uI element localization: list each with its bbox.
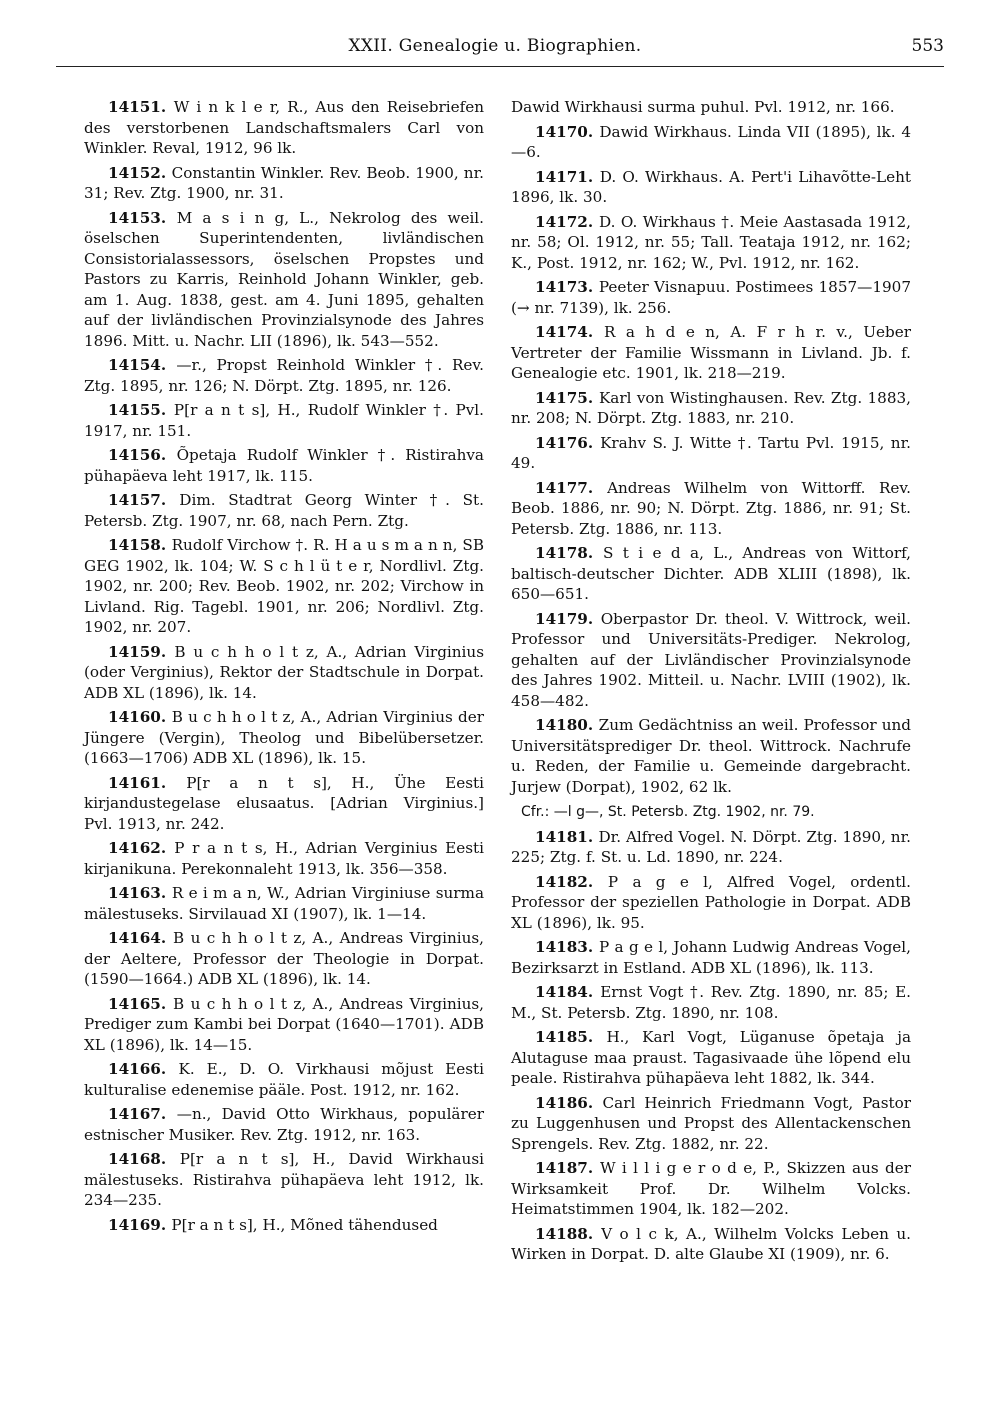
- entry-number: 14158.: [108, 536, 172, 554]
- entry-number: 14154.: [108, 356, 177, 374]
- bibliography-entry: [84, 490, 484, 531]
- entry-number: 14187.: [535, 1159, 600, 1177]
- bibliography-entry: [511, 1158, 911, 1220]
- entry-text: Zum Gedächtniss an weil. Professor und Universitätsprediger Dr. theol. Wittrock. Nachrufe u. Reden, der Familie u. Gemeinde dargebracht. Jurjew (Dorpat), 1902, 62 lk.: [511, 716, 911, 796]
- bibliography-entry: [84, 642, 484, 704]
- entry-number: 14176.: [535, 433, 601, 452]
- entry-text: S t i e d a, L., Andreas von Wittorf, baltisch-deutscher Dichter. ADB XLIII (1898), lk. 650—651.: [511, 544, 911, 603]
- entry-number: 14157.: [108, 491, 180, 509]
- entry-text: —r., Propst Reinhold Winkler †. Rev. Ztg. 1895, nr. 126; N. Dörpt. Ztg. 1895, nr. 126.: [84, 356, 484, 395]
- entry-number: 14164.: [108, 929, 173, 947]
- entry-text: B u c h h o l t z, A., Adrian Virginius (oder Verginius), Rektor der Stadtschule in Dorpat. ADB XL (1896), lk. 14.: [84, 642, 484, 702]
- entry-text: M a s i n g, L., Nekrolog des weil. öselschen Superintendenten, livländischen Consistorialassessors, öselschen Propstes und Pastors zu Karris, Reinhold Johann Winkler, geb. am 1. Aug. 1838, gest. am 4. Juni 1895, gehalten auf der livländischen Provinzialsynode des Jahres 1896. Mitt. u. Nachr. LII (1896), lk. 543—552.: [84, 208, 484, 350]
- entry-number: 14181.: [535, 827, 599, 846]
- bibliography-entry: [511, 433, 911, 474]
- entry-number: 14182.: [535, 872, 608, 891]
- entry-text: Carl Heinrich Friedmann Vogt, Pastor zu Luggenhusen und Propst des Allentackenschen Sprengels. Rev. Ztg. 1882, nr. 22.: [511, 1093, 911, 1153]
- bibliography-entry: [84, 400, 484, 441]
- bibliography-entry: [84, 97, 484, 159]
- entry-text: Dr. Alfred Vogel. N. Dörpt. Ztg. 1890, nr. 225; Ztg. f. St. u. Ld. 1890, nr. 224.: [511, 827, 911, 866]
- entry-text: K. E., D. O. Virkhausi mõjust Eesti kulturalise edenemise pääle. Post. 1912, nr. 162.: [84, 1060, 484, 1099]
- entry-text: Oberpastor Dr. theol. V. Wittrock, weil. Professor und Universitäts-Prediger. Nekrolog, gehalten auf der Livländischer Provinzialsynode des Jahres 1902. Mitteil. u. Nachr. LVIII (1902), lk. 458—482.: [511, 609, 911, 710]
- entry-number: 14166.: [108, 1060, 179, 1078]
- bibliography-entry: [84, 1059, 484, 1100]
- entry-number: 14174.: [535, 323, 605, 341]
- entry-number: 14173.: [535, 278, 599, 296]
- bibliography-entry: [84, 838, 484, 879]
- entry-number: 14151.: [108, 98, 174, 116]
- entry-text: B u c h h o l t z, A., Andreas Virginius, der Aeltere, Professor der Theologie in Dorpat. (1590—1664.) ADB XL (1896), lk. 14.: [84, 929, 484, 988]
- entry-number: 14183.: [535, 938, 599, 956]
- bibliography-entry: [511, 322, 911, 384]
- bibliography-entry: [84, 1104, 484, 1145]
- entry-text: Rudolf Virchow †. R. H a u s m a n n, SB GEG 1902, lk. 104; W. S c h l ü t e r, Nordlivl. Ztg. 1902, nr. 200; Rev. Beob. 1902, nr. 202; Virchow in Livland. Rig. Tagebl. 1901, nr. 206; Nordlivl. Ztg. 1902, nr. 207.: [84, 536, 484, 636]
- entry-text: Dawid Wirkhausi surma puhul. Pvl. 1912, nr. 166.: [511, 98, 895, 116]
- bibliography-entry: [84, 445, 484, 486]
- entry-text: Õpetaja Rudolf Winkler †. Ristirahva pühapäeva leht 1917, lk. 115.: [84, 446, 484, 485]
- entry-text: V o l c k, A., Wilhelm Volcks Leben u. Wirken in Dorpat. D. alte Glaube XI (1909), nr. 6.: [511, 1224, 911, 1263]
- bibliography-entry: [511, 97, 911, 118]
- header-rule: [56, 66, 944, 67]
- entry-text: P a g e l, Johann Ludwig Andreas Vogel, Bezirksarzt in Estland. ADB XL (1896), lk. 113.: [511, 938, 911, 977]
- bibliography-entry: [511, 167, 911, 208]
- entry-text: —n., David Otto Wirkhaus, populärer estnischer Musiker. Rev. Ztg. 1912, nr. 163.: [84, 1105, 484, 1144]
- bibliography-entry: [511, 122, 911, 163]
- entry-text: P a g e l, Alfred Vogel, ordentl. Professor der speziellen Pathologie in Dorpat. ADB XL (1896), lk. 95.: [511, 872, 911, 932]
- bibliography-entry: [511, 937, 911, 978]
- entry-text: P[r a n t s], H., Mõned tähendused: [171, 1215, 438, 1234]
- right-column: [511, 97, 911, 1269]
- entry-number: 14175.: [535, 388, 599, 407]
- bibliography-entry: [84, 773, 484, 835]
- entry-text: P r a n t s, H., Adrian Verginius Eesti kirjanikuna. Perekonnaleht 1913, lk. 356—358.: [84, 839, 484, 878]
- entry-text: Dawid Wirkhaus. Linda VII (1895), lk. 4—6.: [511, 122, 911, 161]
- entry-number: 14156.: [108, 446, 177, 464]
- entry-number: 14165.: [108, 994, 173, 1013]
- entry-text: W i n k l e r, R., Aus den Reisebriefen des verstorbenen Landschaftsmalers Carl von Winkler. Reval, 1912, 96 lk.: [84, 98, 484, 157]
- page-number: 553: [911, 36, 944, 56]
- bibliography-entry: [511, 1093, 911, 1155]
- entry-text: Cfr.: —l g—, St. Petersb. Ztg. 1902, nr. 79.: [521, 804, 815, 820]
- bibliography-entry: [511, 1224, 911, 1265]
- entry-text: R e i m a n, W., Adrian Virginiuse surma mälestuseks. Sirvilauad XI (1907), lk. 1—14.: [84, 884, 485, 923]
- entry-number: 14179.: [535, 609, 601, 628]
- entry-number: 14161.: [108, 773, 187, 792]
- entry-number: 14178.: [535, 544, 603, 562]
- entry-number: 14152.: [108, 163, 172, 182]
- bibliography-entry: [84, 535, 484, 638]
- entry-number: 14177.: [535, 478, 608, 497]
- entry-text: D. O. Wirkhaus †. Meie Aastasada 1912, nr. 58; Ol. 1912, nr. 55; Tall. Teataja 1912, nr. 162; K., Post. 1912, nr. 162; W., Pvl. 1912, nr. 162.: [511, 212, 911, 272]
- bibliography-entry: [511, 827, 911, 868]
- entry-number: 14180.: [535, 716, 599, 734]
- entry-number: 14160.: [108, 708, 172, 726]
- bibliography-entry: [84, 1149, 484, 1211]
- bibliography-entry: [511, 388, 911, 429]
- bibliography-entry: [84, 1215, 484, 1236]
- bibliography-entry: [511, 801, 911, 823]
- bibliography-entry: [511, 715, 911, 797]
- bibliography-entry: [511, 543, 911, 605]
- bibliography-entry: [84, 928, 484, 990]
- entry-number: 14163.: [108, 884, 172, 902]
- bibliography-entry: [84, 883, 484, 924]
- running-title: XXII. Genealogie u. Biographien.: [348, 36, 642, 56]
- entry-number: 14162.: [108, 839, 175, 857]
- entry-number: 14172.: [535, 212, 600, 231]
- entry-number: 14168.: [108, 1150, 180, 1168]
- page-header: [0, 36, 1000, 60]
- left-column: [84, 97, 484, 1239]
- bibliography-entry: [84, 355, 484, 396]
- entry-number: 14171.: [535, 167, 600, 186]
- entry-text: H., Karl Vogt, Lüganuse õpetaja ja Alutaguse maa praust. Tagasivaade ühe lõpend elu peale. Ristirahva pühapäeva leht 1882, lk. 344.: [511, 1028, 911, 1087]
- entry-text: Constantin Winkler. Rev. Beob. 1900, nr. 31; Rev. Ztg. 1900, nr. 31.: [84, 163, 484, 202]
- bibliography-entry: [84, 707, 484, 769]
- entry-text: P[r a n t s], H., Rudolf Winkler †. Pvl. 1917, nr. 151.: [84, 401, 484, 440]
- entry-number: 14184.: [535, 983, 601, 1001]
- entry-number: 14159.: [108, 642, 175, 661]
- entry-number: 14155.: [108, 401, 174, 419]
- entry-text: Ernst Vogt †. Rev. Ztg. 1890, nr. 85; E. M., St. Petersb. Ztg. 1890, nr. 108.: [511, 983, 911, 1022]
- entry-number: 14185.: [535, 1028, 607, 1046]
- entry-number: 14186.: [535, 1093, 603, 1112]
- entry-text: B u c h h o l t z, A., Andreas Virginius, Prediger zum Kambi bei Dorpat (1640—1701). ADB XL (1896), lk. 14—15.: [84, 994, 484, 1054]
- entry-text: Andreas Wilhelm von Wittorff. Rev. Beob. 1886, nr. 90; N. Dörpt. Ztg. 1886, nr. 91; St. Petersb. Ztg. 1886, nr. 113.: [511, 478, 911, 538]
- bibliography-entry: [511, 609, 911, 712]
- entry-text: P[r a n t s], H., Ühe Eesti kirjandustegelase elusaatus. [Adrian Virginius.] Pvl. 1913, nr. 242.: [84, 773, 485, 833]
- entry-text: D. O. Wirkhaus. A. Pert'i Lihavõtte-Leht 1896, lk. 30.: [511, 167, 911, 206]
- bibliography-entry: [511, 478, 911, 540]
- bibliography-entry: [511, 982, 911, 1023]
- entry-number: 14167.: [108, 1105, 177, 1123]
- entry-number: 14169.: [108, 1215, 172, 1234]
- bibliography-entry: [511, 212, 911, 274]
- entry-text: Krahv S. J. Witte †. Tartu Pvl. 1915, nr. 49.: [511, 433, 911, 472]
- bibliography-entry: [84, 994, 484, 1056]
- entry-text: R a h d e n, A. F r h r. v., Ueber Vertreter der Familie Wissmann in Livland. Jb. f. Genealogie etc. 1901, lk. 218—219.: [511, 323, 911, 382]
- entry-number: 14188.: [535, 1224, 602, 1243]
- entry-number: 14170.: [535, 122, 600, 141]
- bibliography-entry: [84, 208, 484, 352]
- entry-text: B u c h h o l t z, A., Adrian Virginius der Jüngere (Vergin), Theolog und Bibelübersetzer. (1663—1706) ADB XL (1896), lk. 15.: [84, 708, 484, 767]
- bibliography-entry: [511, 277, 911, 318]
- bibliography-entry: [84, 163, 484, 204]
- entry-number: 14153.: [108, 208, 177, 227]
- entry-text: P[r a n t s], H., David Wirkhausi mälestuseks. Ristirahva pühapäeva leht 1912, lk. 234—235.: [84, 1150, 484, 1209]
- entry-text: Karl von Wistinghausen. Rev. Ztg. 1883, nr. 208; N. Dörpt. Ztg. 1883, nr. 210.: [511, 388, 911, 427]
- entry-text: Peeter Visnapuu. Postimees 1857—1907 (→ nr. 7139), lk. 256.: [511, 278, 911, 317]
- entry-text: W i l l i g e r o d e, P., Skizzen aus der Wirksamkeit Prof. Dr. Wilhelm Volcks. Heimatstimmen 1904, lk. 182—202.: [511, 1159, 911, 1218]
- entry-text: Dim. Stadtrat Georg Winter †. St. Petersb. Ztg. 1907, nr. 68, nach Pern. Ztg.: [84, 491, 484, 530]
- bibliography-entry: [511, 872, 911, 934]
- bibliography-entry: [511, 1027, 911, 1089]
